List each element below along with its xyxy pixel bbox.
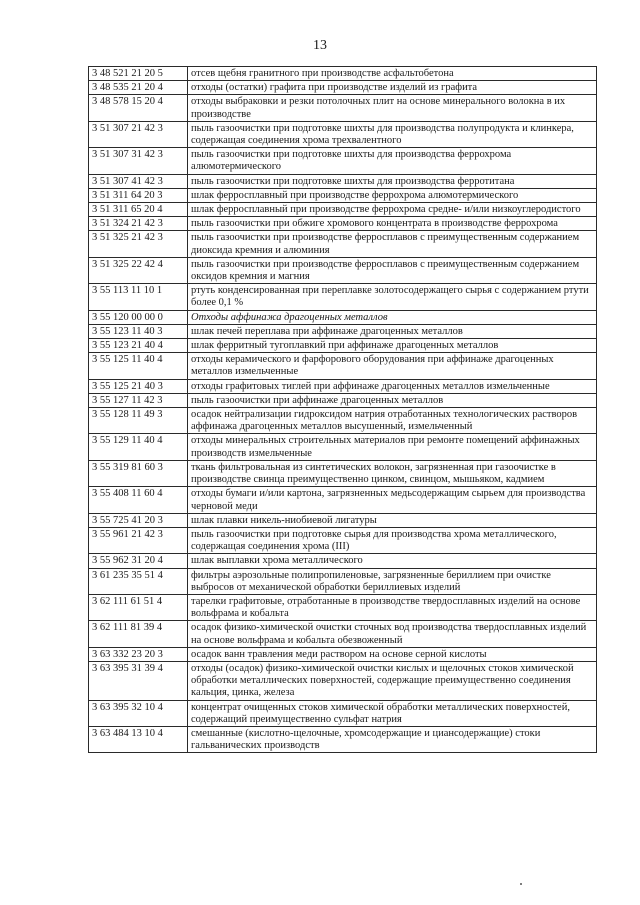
waste-description-cell: пыль газоочистки при подготовке сырья для производства хрома металлического, содержащая соединения хрома (III) xyxy=(188,527,597,553)
waste-description-cell: отходы выбраковки и резки потолочных плит на основе минерального волокна в их производстве xyxy=(188,95,597,121)
waste-description-cell: смешанные (кислотно-щелочные, хромсодержащие и циансодержащие) стоки гальванических производств xyxy=(188,726,597,752)
table-row xyxy=(89,324,597,338)
table-row xyxy=(89,621,597,647)
waste-code-cell: 3 63 332 23 20 3 xyxy=(89,647,188,661)
table-row xyxy=(89,513,597,527)
waste-description-cell: концентрат очищенных стоков химической обработки металлических поверхностей, содержащий преимущественно сульфат натрия xyxy=(188,700,597,726)
waste-description-cell: осадок нейтрализации гидроксидом натрия отработанных технологических растворов аффинажа драгоценных металлов высушенный, измельченный xyxy=(188,408,597,434)
waste-description-cell: тарелки графитовые, отработанные в производстве твердосплавных изделий на основе вольфрама и кобальта xyxy=(188,594,597,620)
waste-code-cell: 3 51 307 31 42 3 xyxy=(89,148,188,174)
waste-code-cell: 3 51 325 21 42 3 xyxy=(89,231,188,257)
waste-code-cell: 3 63 484 13 10 4 xyxy=(89,726,188,752)
waste-description-cell: пыль газоочистки при аффинаже драгоценных металлов xyxy=(188,393,597,407)
waste-description-cell: пыль газоочистки при подготовке шихты для производства ферротитана xyxy=(188,174,597,188)
waste-code-cell: 3 55 125 21 40 3 xyxy=(89,379,188,393)
waste-description-cell: ткань фильтровальная из синтетических волокон, загрязненная при газоочистке в производстве свинца преимущественно цинком, свинцом, мышьяком, кадмием xyxy=(188,460,597,486)
waste-code-cell: 3 55 961 21 42 3 xyxy=(89,527,188,553)
table-row xyxy=(89,594,597,620)
waste-code-cell: 3 55 123 11 40 3 xyxy=(89,324,188,338)
waste-code-cell: 3 51 307 21 42 3 xyxy=(89,121,188,147)
waste-code-cell: 3 61 235 35 51 4 xyxy=(89,568,188,594)
table-body xyxy=(89,67,597,753)
table-row xyxy=(89,408,597,434)
waste-code-cell: 3 55 127 11 42 3 xyxy=(89,393,188,407)
table-row xyxy=(89,284,597,310)
waste-description-cell: шлак выплавки хрома металлического xyxy=(188,554,597,568)
waste-description-cell: пыль газоочистки при подготовке шихты для производства полупродукта и клинкера, содержащая соединения хрома трехвалентного xyxy=(188,121,597,147)
waste-catalog-table xyxy=(88,66,597,753)
waste-code-cell: 3 48 535 21 20 4 xyxy=(89,81,188,95)
waste-code-cell: 3 55 962 31 20 4 xyxy=(89,554,188,568)
waste-code-cell: 3 55 123 21 40 4 xyxy=(89,339,188,353)
table-row xyxy=(89,339,597,353)
table-row xyxy=(89,148,597,174)
table-row xyxy=(89,188,597,202)
waste-description-cell: отходы (остатки) графита при производстве изделий из графита xyxy=(188,81,597,95)
waste-description-cell: осадок ванн травления меди раствором на основе серной кислоты xyxy=(188,647,597,661)
waste-code-cell: 3 55 319 81 60 3 xyxy=(89,460,188,486)
table-row xyxy=(89,257,597,283)
waste-description-cell: пыль газоочистки при обжиге хромового концентрата в производстве феррохрома xyxy=(188,217,597,231)
waste-code-cell: 3 55 129 11 40 4 xyxy=(89,434,188,460)
waste-description-cell: пыль газоочистки при производстве ферросплавов с преимущественным содержанием оксидов кремния и магния xyxy=(188,257,597,283)
table-row xyxy=(89,554,597,568)
waste-code-cell: 3 62 111 61 51 4 xyxy=(89,594,188,620)
table-row xyxy=(89,353,597,379)
table-row xyxy=(89,203,597,217)
waste-code-cell: 3 48 521 21 20 5 xyxy=(89,67,188,81)
table-row xyxy=(89,379,597,393)
waste-code-cell: 3 51 324 21 42 3 xyxy=(89,217,188,231)
table-row xyxy=(89,231,597,257)
waste-code-cell: 3 51 307 41 42 3 xyxy=(89,174,188,188)
waste-description-cell: шлак ферритный тугоплавкий при аффинаже драгоценных металлов xyxy=(188,339,597,353)
waste-description-cell: шлак ферросплавный при производстве феррохрома алюмотермического xyxy=(188,188,597,202)
waste-code-cell: 3 62 111 81 39 4 xyxy=(89,621,188,647)
waste-code-cell: 3 51 325 22 42 4 xyxy=(89,257,188,283)
table-row xyxy=(89,661,597,700)
waste-code-cell: 3 63 395 31 39 4 xyxy=(89,661,188,700)
waste-description-cell: отходы минеральных строительных материалов при ремонте помещений аффинажных производств измельченные xyxy=(188,434,597,460)
waste-code-cell: 3 55 113 11 10 1 xyxy=(89,284,188,310)
table-row xyxy=(89,67,597,81)
waste-description-cell: шлак ферросплавный при производстве феррохрома средне- и/или низкоуглеродистого xyxy=(188,203,597,217)
waste-description-cell: пыль газоочистки при производстве ферросплавов с преимущественным содержанием диоксида кремния и алюминия xyxy=(188,231,597,257)
table-row xyxy=(89,121,597,147)
table-row xyxy=(89,81,597,95)
table-row xyxy=(89,487,597,513)
table-row xyxy=(89,95,597,121)
waste-description-cell: отходы графитовых тиглей при аффинаже драгоценных металлов измельченные xyxy=(188,379,597,393)
waste-description-cell: фильтры аэрозольные полипропиленовые, загрязненные бериллием при очистке выбросов от механической обработки бериллиевых изделий xyxy=(188,568,597,594)
table-row xyxy=(89,568,597,594)
page-number: 13 xyxy=(313,38,327,53)
waste-description-cell: ртуть конденсированная при переплавке золотосодержащего сырья с содержанием ртути более 0,1 % xyxy=(188,284,597,310)
scan-speck xyxy=(520,883,522,885)
table-row xyxy=(89,217,597,231)
waste-description-cell: отходы керамического и фарфорового оборудования при аффинаже драгоценных металлов измельченные xyxy=(188,353,597,379)
section-heading-cell: Отходы аффинажа драгоценных металлов xyxy=(188,310,597,324)
waste-code-cell: 3 48 578 15 20 4 xyxy=(89,95,188,121)
waste-code-cell: 3 55 128 11 49 3 xyxy=(89,408,188,434)
table-row xyxy=(89,460,597,486)
table-row xyxy=(89,174,597,188)
waste-code-cell: 3 55 120 00 00 0 xyxy=(89,310,188,324)
table-row xyxy=(89,647,597,661)
waste-code-cell: 3 51 311 65 20 4 xyxy=(89,203,188,217)
table-row xyxy=(89,393,597,407)
table-row xyxy=(89,434,597,460)
waste-description-cell: пыль газоочистки при подготовке шихты для производства феррохрома алюмотермического xyxy=(188,148,597,174)
waste-code-cell: 3 55 725 41 20 3 xyxy=(89,513,188,527)
waste-code-cell: 3 63 395 32 10 4 xyxy=(89,700,188,726)
waste-code-cell: 3 55 125 11 40 4 xyxy=(89,353,188,379)
waste-description-cell: отходы (осадок) физико-химической очистки кислых и щелочных стоков химической обработки металлических поверхностей, содержащие преимущественно соединения кальция, цинка, железа xyxy=(188,661,597,700)
waste-description-cell: осадок физико-химической очистки сточных вод производства твердосплавных изделий на основе вольфрама и кобальта обезвоженный xyxy=(188,621,597,647)
table-row xyxy=(89,700,597,726)
waste-description-cell: шлак плавки никель-ниобиевой лигатуры xyxy=(188,513,597,527)
table-row xyxy=(89,527,597,553)
waste-code-cell: 3 51 311 64 20 3 xyxy=(89,188,188,202)
table-row xyxy=(89,310,597,324)
waste-description-cell: отсев щебня гранитного при производстве асфальтобетона xyxy=(188,67,597,81)
waste-description-cell: отходы бумаги и/или картона, загрязненных медьсодержащим сырьем для производства черновой меди xyxy=(188,487,597,513)
table-row xyxy=(89,726,597,752)
waste-code-cell: 3 55 408 11 60 4 xyxy=(89,487,188,513)
waste-description-cell: шлак печей переплава при аффинаже драгоценных металлов xyxy=(188,324,597,338)
